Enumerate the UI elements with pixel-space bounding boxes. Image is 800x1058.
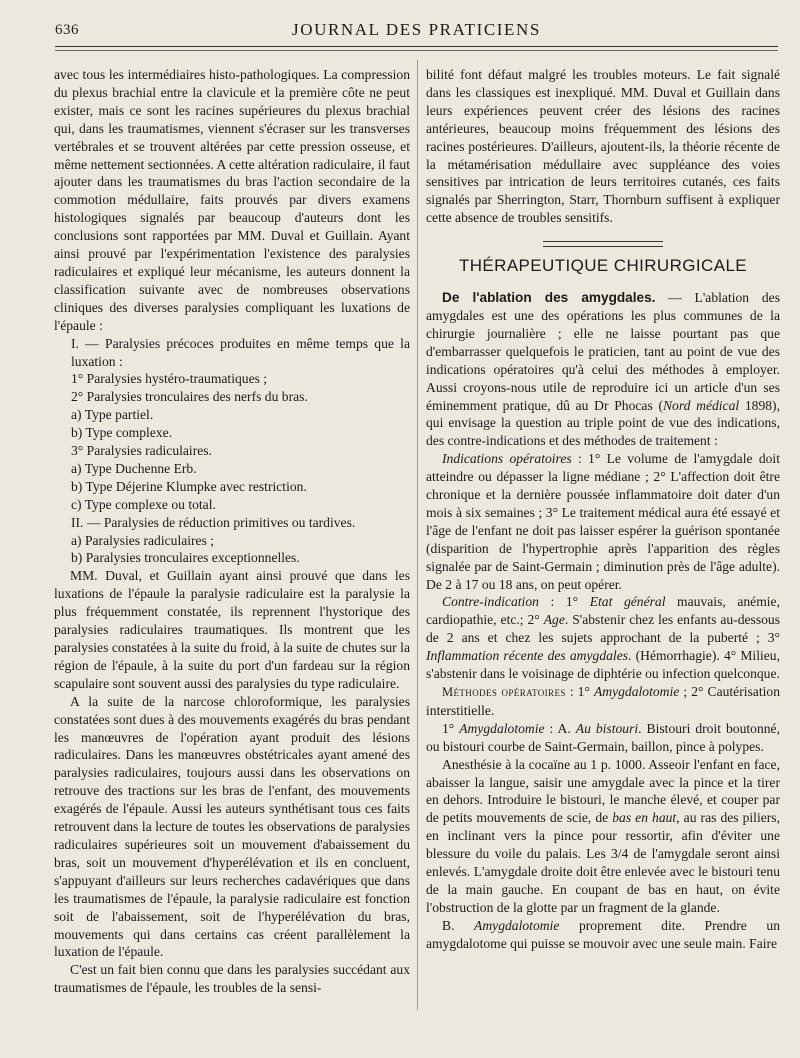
column-divider (417, 60, 418, 1010)
indications-paragraph: Indications opératoires : 1° Le volume de l'amygdale doit atteindre ou dépasser la ligne médiane ; 2° L'affection doit être chronique et la dernière poussée inflammatoire doit dater d'un mois à six semaines ; 3° Le traitement médical aura été essayé et l'âge de l'enfant ne doit pas laisser espérer la guérison spontanée (disparition de l'hypertrophie après l'apparition des règles signalée par de Saint-Germain ; diminution près de l'âge adulte). De 2 à 17 ou 18 ans, on peut opérer. (426, 451, 780, 592)
list-item: a) Paralysies radiculaires ; (71, 532, 215, 548)
list-item: c) Type complexe ou total. (71, 496, 216, 512)
header-rule (55, 46, 778, 47)
section-title: THÉRAPEUTIQUE CHIRURGICALE (458, 256, 748, 276)
right-column (426, 66, 780, 953)
amygdalotomy-paragraph: 1° Amygdalotomie : A. Au bistouri. Bistouri droit boutonné, ou bistouri courbe de Saint-Germain, baillon, pince à polypes. (426, 720, 780, 754)
contraindication-label: Contre-indication (442, 594, 539, 610)
methods-label: Méthodes opératoires (442, 685, 566, 699)
list-item: 1° Paralysies hystéro-traumatiques ; (71, 371, 268, 387)
contraindications-paragraph: Contre-indication : 1° Etat général mauvais, anémie, cardiopathie, etc.; 2° Age. S'abstenir chez les enfants au-dessous de 2 ans et chez les sujets approchant de la puberté ; 3° Inflammation récente des amygdales. (Hémorrhagie). 4° Milieu, s'abstenir dans le voisinage de diphtérie ou infection quelconque. (426, 594, 780, 682)
page-number: 636 (55, 22, 79, 38)
left-paragraph-4: C'est un fait bien connu que dans les paralysies succédant aux traumatismes de l'épaule, les troubles de la sensi- (54, 962, 410, 996)
anesthesia-paragraph: Anesthésie à la cocaïne au 1 p. 1000. Asseoir l'enfant en face, abaisser la langue, saisir une amygdale avec la pince et la tirer en dehors. Introduire le bistouri, le manche élevé, et couper par de petits mouvements de scie, de bas en haut, au ras des piliers, en inclinant vers la pince pour ressortir, afin d'éviter une blessure du voile du palais. Les 3/4 de l'amygdale seront ainsi enlevés. L'amygdale droite doit être enlevée avec le bistouri tenu de la main gauche. En coupant de bas en haut, on évite l'obstruction de la glotte par un fragment de la glande. (426, 756, 780, 915)
article-title: De l'ablation des amygdales. (442, 290, 656, 306)
amygdalotome-paragraph: B. Amygdalotomie proprement dite. Prendre un amygdalotome qui puisse se mouvoir avec une seule main. Faire (426, 917, 780, 951)
list-item: 3° Paralysies radiculaires. (71, 443, 212, 459)
article-intro: De l'ablation des amygdales. — L'ablation des amygdales est une des opérations les plus communes de la chirurgie journalière ; elle ne laisse pourtant pas que d'embarrasser quelquefois le praticien, tant au point de vue des indications opératoires qu'à celui des méthodes à employer. Aussi croyons-nous utile de reproduire ici un article d'un ses éminemment pratique, dû au Dr Phocas (Nord médical 1898), qui envisage la question au triple point de vue des indications, des contre-indications et des méthodes de traitement : (426, 290, 780, 449)
list-item: a) Type partiel. (71, 407, 154, 423)
list-item: II. — Paralysies de réduction primitives ou tardives. (71, 514, 356, 530)
list-item: b) Paralysies tronculaires exceptionnelles. (71, 550, 300, 566)
left-paragraph-3: A la suite de la narcose chloroformique, les paralysies constatées sont dues à des mouvements exagérés du bras pendant les manœuvres de l'opération ayant produit des lésions radiculaires. Dans les manœuvres obstétricales ayant amené des paralysies radiculaires, toujours aussi dans les observations on retrouve des tractions sur les bras de l'enfant, des mouvements exagérés de l'épaule. Aussi les auteurs synthétisant tous ces faits retrouvent dans la lecture de toutes les observations de paralysies radiculaires supérieures soit un mouvement d'abaissement du bras, soit un mouvement d'hyperélévation et ils en concluent, s'appuyant d'ailleurs sur leurs recherches cadavériques que dans les traumatismes de l'épaule, la paralysie radiculaire est fonction soit de l'abaissement, soit de l'hyperélévation du bras, mouvements qui dans certains cas créent parallèlement la luxation de l'épaule. (54, 693, 410, 960)
left-paragraph-1: avec tous les intermédiaires histo-pathologiques. La compression du plexus brachial entre la clavicule et la première côte ne peut exister, mais ce sont les racines supérieures du plexus brachial qui, dans les traumatismes, viennent s'écraser sur les transverses vertébrales et se trouvent altérées par cette pression osseuse, et même nettement sectionnées. A cette altération radiculaire, il faut ajouter dans les traumatismes du bras l'action secondaire de la commotion médullaire, faits prouvés par divers examens histologiques signalés par beaucoup d'auteurs dont les conclusions sont rapportées par MM. Duval et Guillain. Ayant ainsi prouvé par l'expérimentation l'existence des paralysies radiculaires et expliqué leur mécanisme, les auteurs donnent la classification suivante avec de nombreuses observations cliniques des diverses paralysies compliquant les luxations de l'épaule : (54, 67, 410, 333)
right-paragraph-1: bilité font défaut malgré les troubles moteurs. Le fait signalé dans les classiques est inexpliqué. MM. Duval et Guillain dans leurs expériences peuvent créer des lésions des racines antérieures, beaucoup moins fréquemment des lésions des racines postérieures. D'ailleurs, ajoutent-ils, la théorie récente de la métamérisation médullaire avec suppléance des voies sensitives par intrication de leurs territoires cutanés, ces faits signalés par Sherrington, Starr, Thornburn suffisent à expliquer cette absence de troubles sensitifs. (426, 67, 780, 226)
section-rule (543, 241, 663, 247)
journal-title: JOURNAL DES PRATICIENS (292, 20, 541, 39)
list-item: I. — Paralysies précoces produites en même temps que la luxation : (71, 335, 410, 369)
page-header (55, 20, 778, 44)
indications-label: Indications opératoires (442, 451, 572, 467)
list-item: a) Type Duchenne Erb. (71, 460, 197, 476)
methods-paragraph: Méthodes opératoires : 1° Amygdalotomie ; 2° Cautérisation interstitielle. (426, 684, 780, 718)
left-column (54, 66, 410, 997)
list-item: b) Type Déjerine Klumpke avec restriction. (71, 478, 307, 494)
left-paragraph-2: MM. Duval, et Guillain ayant ainsi prouvé que dans les luxations de l'épaule la paralysie radiculaire est la paralysie la plus fréquemment constatée, ils reprennent l'hystorique des paralysies radiculaires traumatiques. Ils montrent que les paralysies constatées à la suite du froid, à la suite de chutes sur la région de l'épaule, à la suite du port d'un fardeau sur la région scapulaire sont souvent aussi des paralysies du type radiculaire. (54, 568, 410, 691)
list-item: 2° Paralysies tronculaires des nerfs du bras. (71, 389, 308, 405)
cited-journal: Nord médical (662, 397, 740, 413)
header-rule-thin (55, 50, 778, 51)
list-item: b) Type complexe. (71, 425, 173, 441)
